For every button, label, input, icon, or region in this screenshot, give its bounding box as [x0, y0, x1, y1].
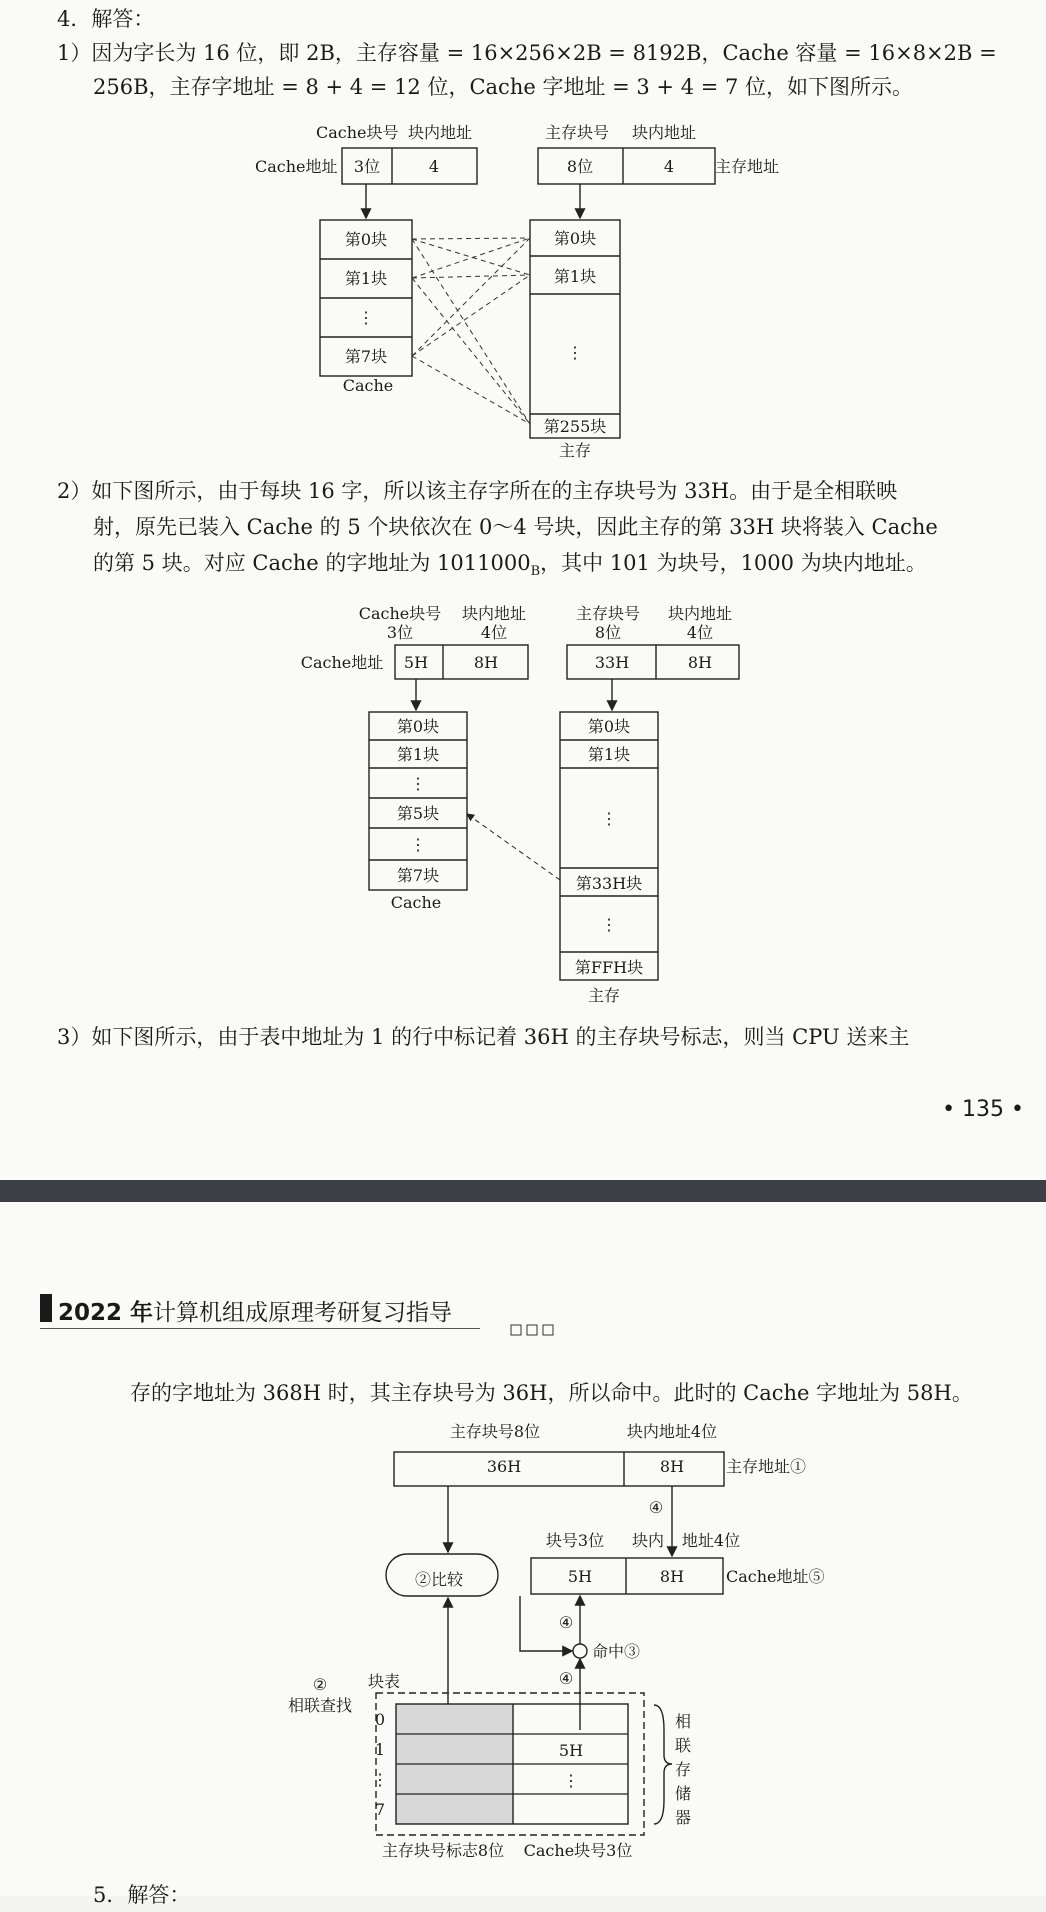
f3-cache-val: 5H: [558, 1741, 584, 1760]
f3-block-table-grid: [396, 1704, 672, 1824]
f1-mem-block-no: 主存块号: [545, 123, 610, 142]
f3-assoc-char: 联: [674, 1736, 692, 1755]
f1-mem-block: 第0块: [553, 229, 597, 248]
f1-cache-block: 第1块: [344, 269, 388, 288]
f2-cache-block: ⋮: [410, 774, 426, 793]
f3-cache-addr-box: [531, 1558, 723, 1594]
f1-cache-caption: Cache: [342, 376, 394, 395]
f3-brace: [654, 1705, 672, 1824]
f2-mem-block: 第FFH块: [574, 958, 644, 977]
f3-in-block-a: 块内: [631, 1531, 665, 1550]
f2-cache-off-val: 8H: [473, 653, 499, 672]
figure-fully-associative: [0, 590, 1046, 1010]
f2-cache-caption: Cache: [390, 893, 442, 912]
p3-line2: 存的字地址为 368H 时，其主存块号为 36H，所以命中。此时的 Cache 字地址为 58H。: [130, 1381, 973, 1405]
f1-mem-bits: 8位: [566, 157, 594, 176]
f3-row-index: 7: [374, 1800, 386, 1819]
f1-mem-block: 第255块: [543, 417, 607, 436]
f3-col-tag: 主存块号标志8位: [381, 1841, 505, 1860]
header-squares-icon: [510, 1324, 556, 1336]
f3-mem-block-bits: 主存块号8位: [449, 1422, 541, 1441]
f2-in-block-addr: 块内地址: [461, 604, 527, 623]
f2-mem-bits: 8位: [594, 623, 622, 642]
f3-col-cache: Cache块号3位: [523, 1841, 633, 1860]
f3-step2: ②: [312, 1675, 328, 1694]
f1-mem-addr-box: [538, 148, 715, 184]
p2-line1: 2）如下图所示，由于每块 16 字，所以该主存字所在的主存块号为 33H。由于是全相联映: [57, 479, 898, 503]
q5-heading: 5．解答：: [93, 1883, 191, 1907]
f3-row-index: 0: [374, 1710, 386, 1729]
f2-cache-block: ⋮: [410, 835, 426, 854]
f3-step4-c: ④: [558, 1669, 574, 1688]
f2-cache-block: 第7块: [396, 866, 440, 885]
f2-mem-addr-box: [567, 645, 739, 679]
f3-compare: ②比较: [414, 1570, 464, 1589]
f1-mapping-lines: [412, 238, 530, 424]
f3-cache-off-val: 8H: [659, 1567, 685, 1586]
f3-cache-block-val: 5H: [567, 1567, 593, 1586]
f1-cache-addr-label: Cache地址: [255, 157, 338, 176]
f2-cache-block-no: Cache块号: [358, 604, 442, 623]
f3-assoc-char: 储: [674, 1784, 692, 1803]
f3-row-index: ⋮: [372, 1770, 388, 1789]
f1-mem-column: [530, 220, 620, 438]
f1-cache-block-no: Cache块号: [316, 123, 399, 142]
f2-cache-block: 第5块: [396, 804, 440, 823]
f3-in-block-b: 地址4位: [681, 1531, 741, 1550]
p1-line1: 1）因为字长为 16 位，即 2B，主存容量 = 16×256×2B = 8192B，Cache 容量 = 16×8×2B =: [57, 41, 997, 65]
f2-mem-off-bits: 4位: [686, 623, 714, 642]
f2-mem-block-no: 主存块号: [575, 604, 641, 623]
f3-row-index: 1: [374, 1740, 386, 1759]
f2-cache-off-bits: 4位: [480, 623, 508, 642]
f2-cache-addr-label: Cache地址: [300, 653, 384, 672]
f3-mem-addr-label: 主存地址①: [726, 1457, 807, 1476]
figure-direct-mapping: [0, 0, 1046, 470]
f1-in-block-addr: 块内地址: [408, 123, 473, 142]
p3-line1: 3）如下图所示，由于表中地址为 1 的行中标记着 36H 的主存块号标志，则当 CPU 送来主: [57, 1025, 910, 1049]
f1-mem-caption: 主存: [558, 441, 592, 460]
f2-cache-bits: 3位: [386, 623, 414, 642]
f3-assoc-char: 存: [674, 1760, 692, 1779]
f2-cache-block-val: 5H: [403, 653, 429, 672]
figure-hit-lookup: [0, 1410, 1046, 1896]
f2-mem-caption: 主存: [587, 986, 621, 1005]
header-bar-icon: [40, 1294, 52, 1322]
f2-mem-block-val: 33H: [594, 653, 630, 672]
f1-cache-block: 第0块: [344, 230, 388, 249]
f3-mem-off-val: 8H: [659, 1457, 685, 1476]
p2-line3: 的第 5 块。对应 Cache 的字地址为 $1011000_B$，其中 101 为块号，1000 为块内地址。: [93, 551, 927, 580]
f1-mem-in-block: 块内地址: [632, 123, 697, 142]
f3-hit-node: [573, 1644, 587, 1658]
f3-assoc-search: 相联查找: [287, 1696, 353, 1715]
f2-mem-block: 第33H块: [575, 874, 643, 893]
f1-mem-addr-label: 主存地址: [715, 157, 780, 176]
f3-in-block-bits: 块内地址4位: [626, 1422, 718, 1441]
f1-cache-block: ⋮: [358, 308, 374, 327]
p1-line2: 256B，主存字地址 = 8 + 4 = 12 位，Cache 字地址 = 3 + 4 = 7 位，如下图所示。: [93, 75, 914, 99]
f2-cache-column: [369, 712, 467, 890]
f3-assoc-char: 器: [674, 1808, 692, 1827]
f3-mem-block-val: 36H: [486, 1457, 522, 1476]
f2-mem-block: ⋮: [601, 915, 617, 934]
f2-mem-off-val: 8H: [687, 653, 713, 672]
f2-mapping-arrow: [467, 814, 560, 880]
f2-mem-block: 第1块: [587, 745, 631, 764]
page-gap: [0, 1180, 1046, 1202]
f2-mem-in-block: 块内地址: [667, 604, 733, 623]
header-title: 2022 年计算机组成原理考研复习指导: [58, 1300, 453, 1326]
f2-cache-block: 第1块: [396, 745, 440, 764]
q4-heading: 4．解答：: [57, 7, 155, 31]
f3-cache-dots: ⋮: [563, 1771, 579, 1790]
f1-mem-block: 第1块: [553, 267, 597, 286]
running-header: [40, 1290, 480, 1329]
f3-step4-b: ④: [558, 1613, 574, 1632]
f3-step4-a: ④: [648, 1498, 664, 1517]
p2-line2: 射，原先已装入 Cache 的 5 个块依次在 0～4 号块，因此主存的第 33H 块将装入 Cache: [93, 515, 938, 539]
f3-cache-addr-label: Cache地址⑤: [726, 1567, 825, 1586]
f2-mem-block: ⋮: [601, 809, 617, 828]
f3-assoc-char: 相: [674, 1712, 692, 1731]
f1-mem-offset: 4: [663, 157, 675, 176]
f1-cache-bits: 3位: [353, 157, 381, 176]
f1-cache-block: 第7块: [344, 347, 388, 366]
f3-block-bits: 块号3位: [545, 1531, 605, 1550]
f1-cache-offset: 4: [428, 157, 440, 176]
f1-mem-block: ⋮: [567, 343, 583, 362]
f3-hit-label: 命中③: [592, 1642, 641, 1661]
f2-cache-block: 第0块: [396, 717, 440, 736]
page-number: • 135 •: [942, 1097, 1024, 1122]
f2-mem-block: 第0块: [587, 717, 631, 736]
f3-block-table: 块表: [367, 1672, 401, 1691]
